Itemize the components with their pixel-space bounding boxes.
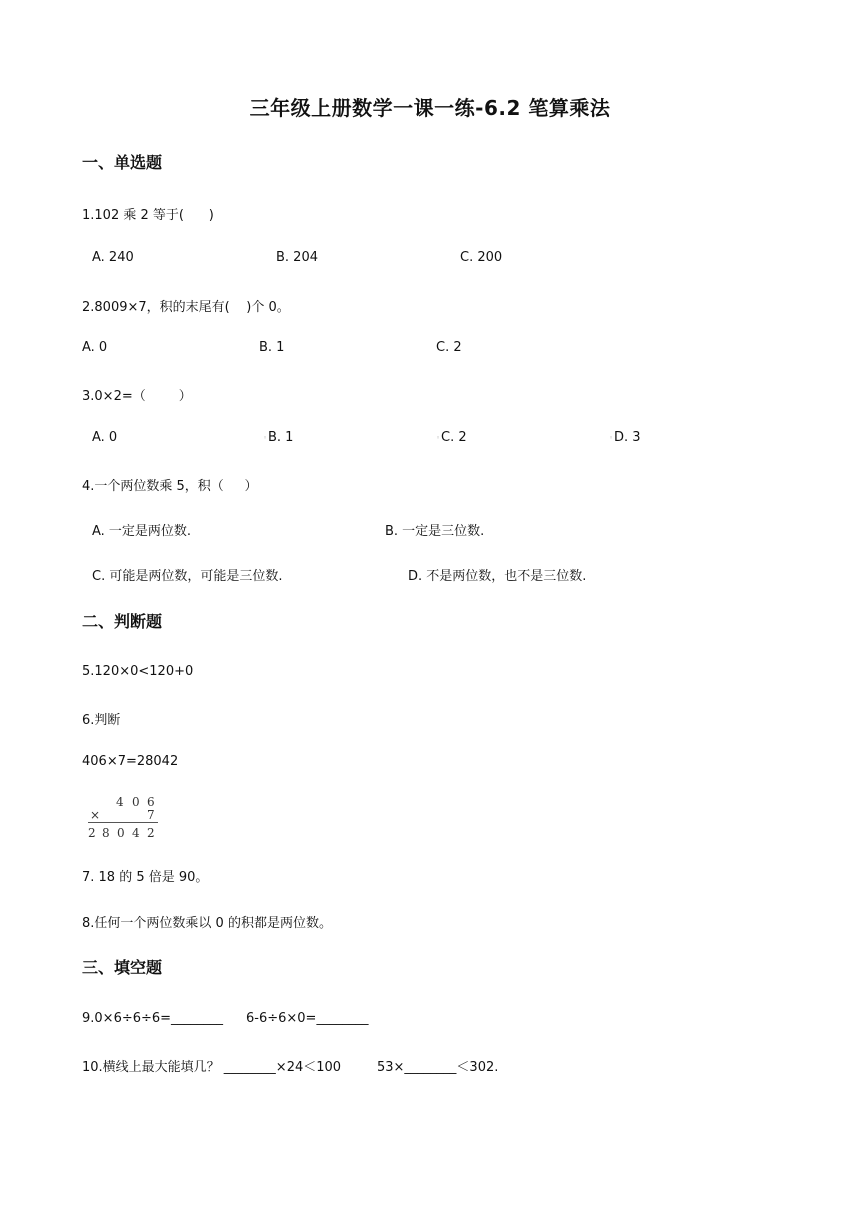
- q1-option-b: B. 204: [276, 250, 318, 265]
- digit: 2: [88, 826, 96, 840]
- q4-option-a: A. 一定是两位数.: [92, 524, 192, 539]
- q3-option-a: A. 0: [92, 430, 118, 445]
- q2-option-b: B. 1: [259, 340, 285, 355]
- q2-option-a: A. 0: [82, 340, 108, 355]
- q1-option-a: A. 240: [92, 250, 134, 265]
- question-6: 6.判断: [82, 713, 121, 728]
- option-marker-icon: ◦: [263, 434, 268, 442]
- vertical-rule: [88, 822, 158, 823]
- vertical-multiplication-figure: [88, 795, 160, 843]
- q4-option-d: D. 不是两位数，也不是三位数.: [408, 569, 587, 584]
- question-4: 4.一个两位数乘 5，积（ ）: [82, 479, 258, 494]
- question-9-part-1: 9.0×6÷6÷6=________: [82, 1011, 224, 1026]
- option-marker-icon: ◦: [436, 434, 441, 442]
- q2-option-c: C. 2: [436, 340, 462, 355]
- question-6-equation: 406×7=28042: [82, 754, 179, 769]
- digit: 8: [102, 826, 110, 840]
- section-heading-fill-blank: 三、填空题: [82, 958, 163, 977]
- digit: 4: [116, 795, 124, 809]
- section-heading-single-choice: 一、单选题: [82, 153, 163, 172]
- question-10-part-2: 53×________＜302.: [377, 1060, 499, 1075]
- question-3: 3.0×2=（ ）: [82, 389, 192, 404]
- q4-option-c: C. 可能是两位数，可能是三位数.: [92, 569, 283, 584]
- q4-option-b: B. 一定是三位数.: [385, 524, 485, 539]
- multiply-sign: ×: [90, 808, 101, 822]
- q3-option-d: D. 3: [614, 430, 641, 445]
- question-5: 5.120×0<120+0: [82, 664, 194, 679]
- digit: 7: [147, 808, 155, 822]
- digit: 6: [147, 795, 155, 809]
- digit: 2: [147, 826, 155, 840]
- question-10-part-1: 10.横线上最大能填几？ ________×24＜100: [82, 1060, 342, 1075]
- question-2: 2.8009×7，积的末尾有( )个 0。: [82, 300, 290, 315]
- question-1: 1.102 乘 2 等于( ): [82, 208, 214, 223]
- digit: 0: [132, 795, 140, 809]
- section-heading-true-false: 二、判断题: [82, 612, 163, 631]
- q3-option-b: B. 1: [268, 430, 294, 445]
- question-7: 7. 18 的 5 倍是 90。: [82, 870, 209, 885]
- digit: 4: [132, 826, 140, 840]
- question-9-part-2: 6-6÷6×0=________: [246, 1011, 369, 1026]
- q3-option-c: C. 2: [441, 430, 467, 445]
- q1-option-c: C. 200: [460, 250, 503, 265]
- option-marker-icon: ◦: [609, 434, 614, 442]
- page-title: 三年级上册数学一课一练-6.2 笔算乘法: [249, 96, 611, 120]
- question-8: 8.任何一个两位数乘以 0 的积都是两位数。: [82, 916, 332, 931]
- digit: 0: [117, 826, 125, 840]
